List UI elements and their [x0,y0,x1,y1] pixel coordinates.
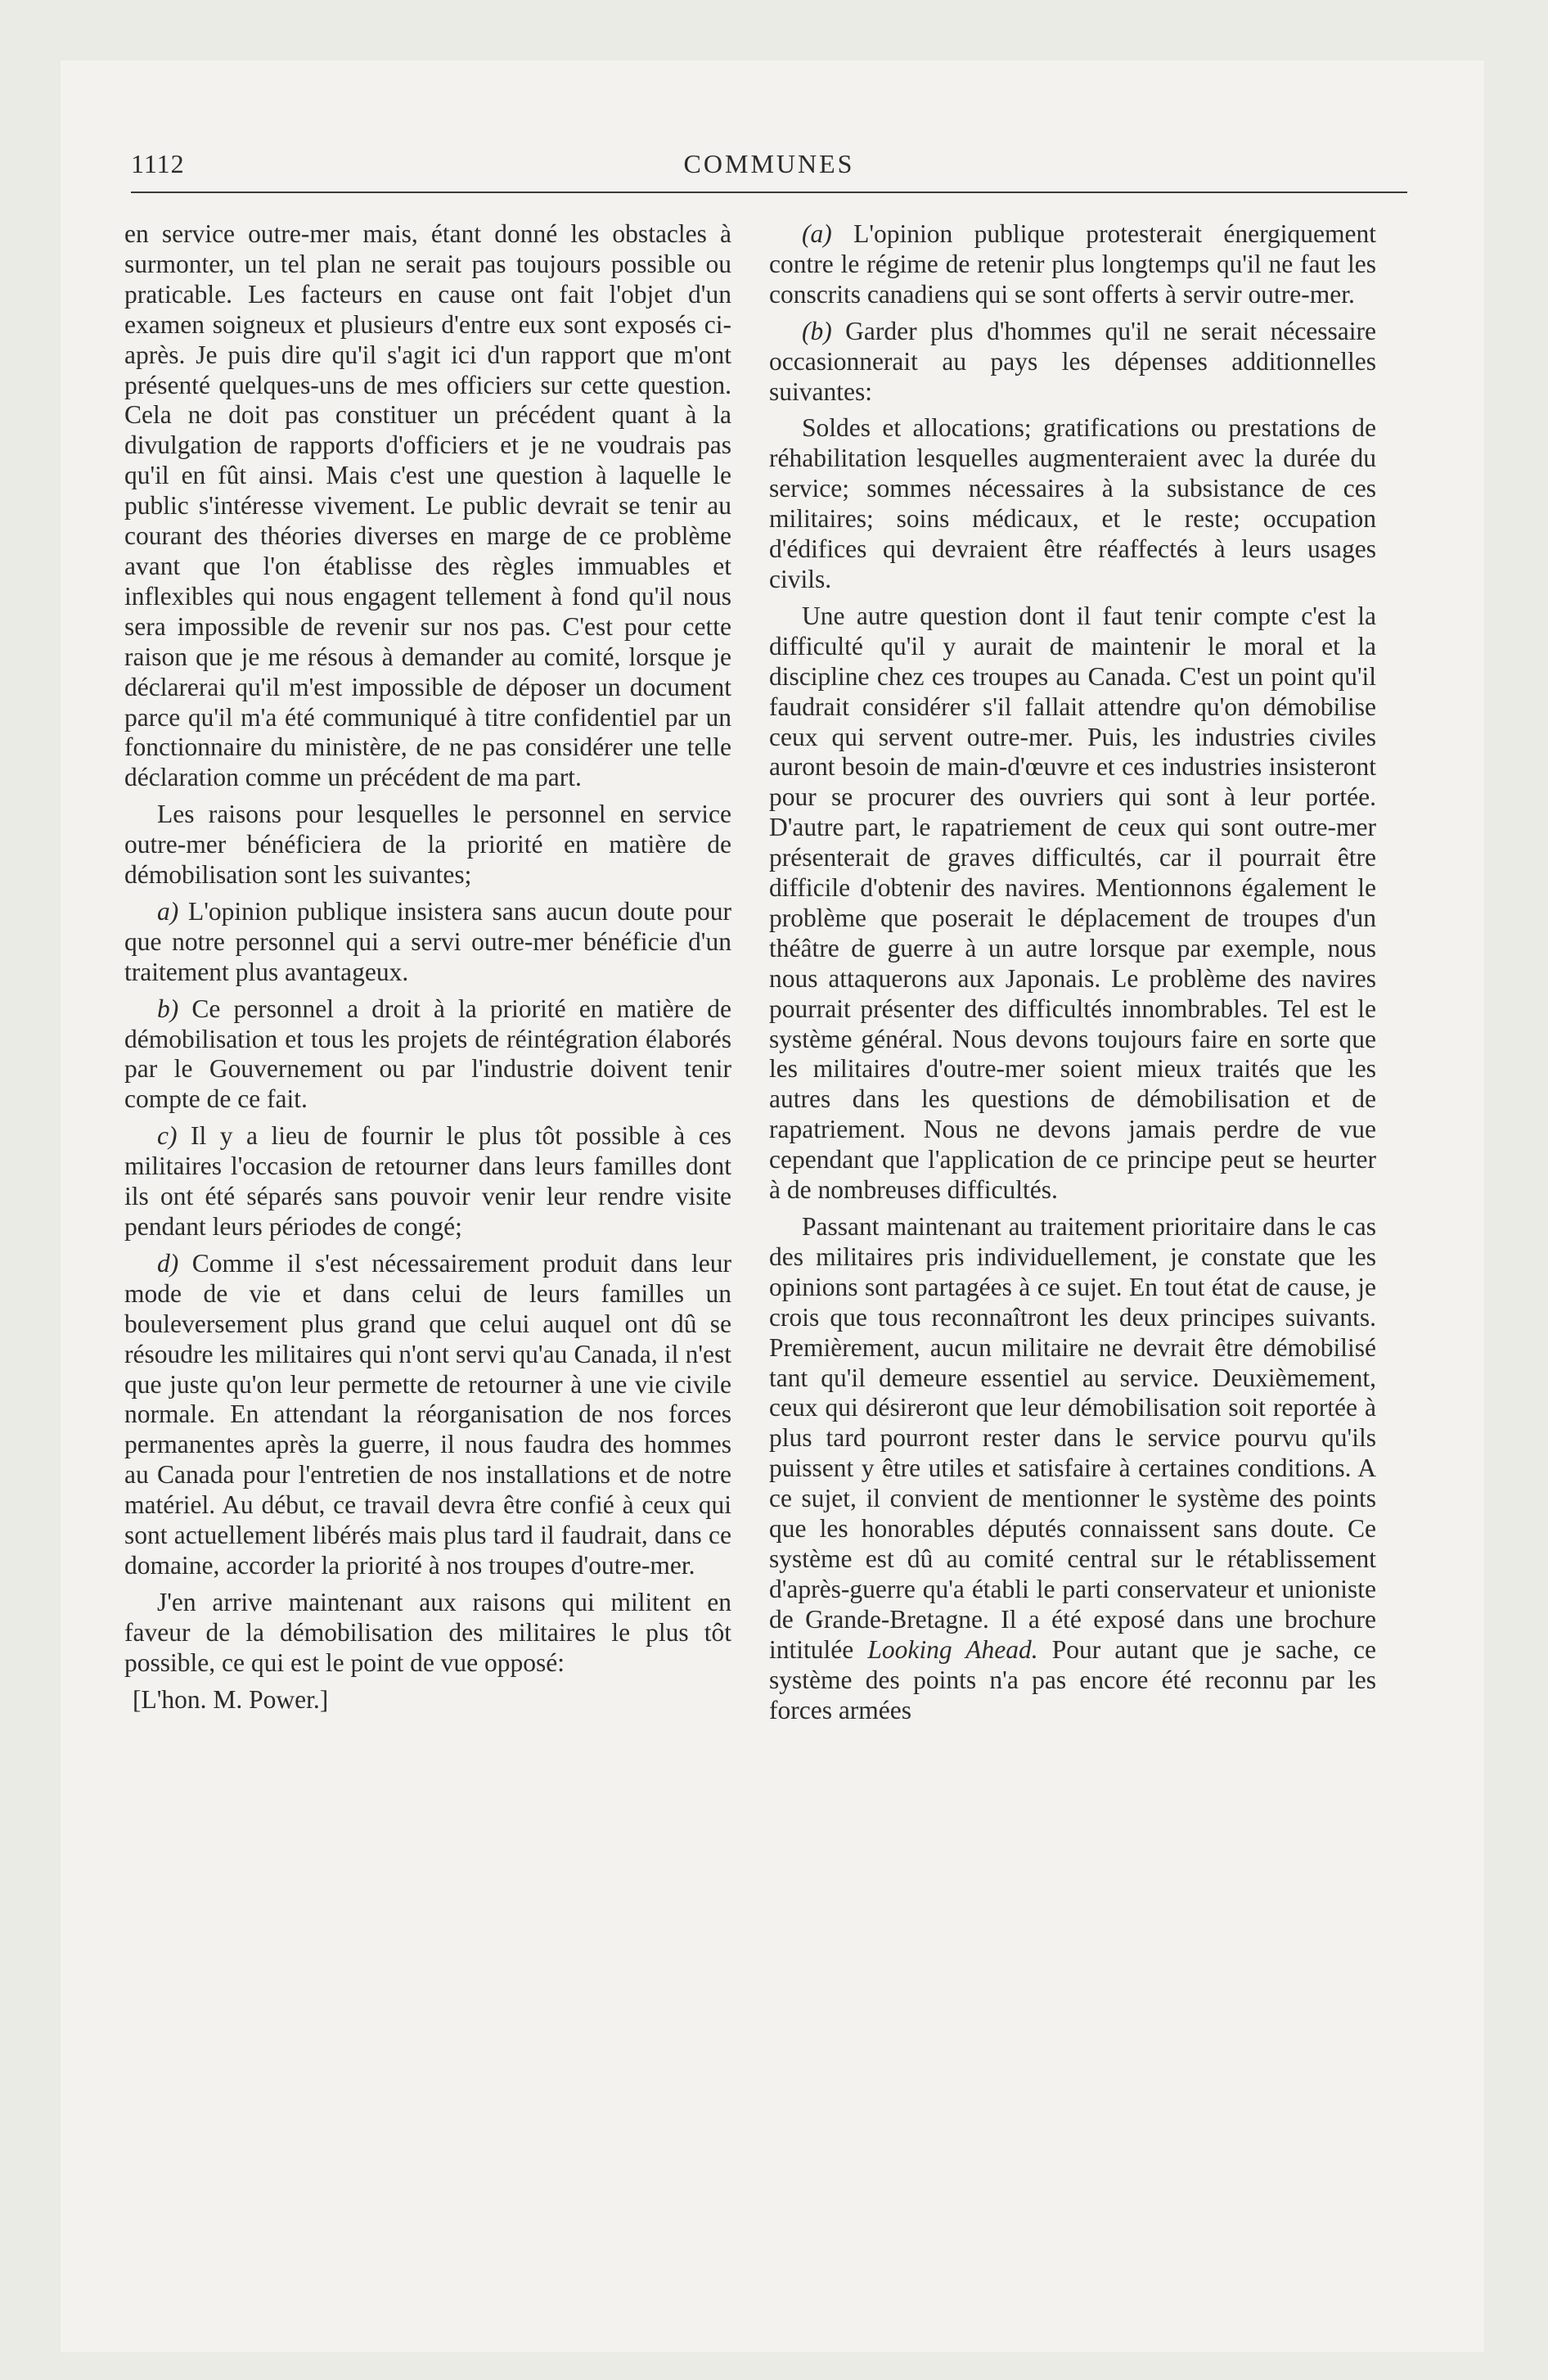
paragraph: J'en arrive maintenant aux raisons qui militent en faveur de la démobilisation des militaires le plus tôt possible, ce qui est le point de vue opposé: [124,1587,731,1677]
list-item-b [124,994,731,1116]
paragraph [769,1212,1376,1725]
left-column [124,219,731,1722]
page-number: 1112 [131,149,185,178]
item-text: L'opinion publique insistera sans aucun doute pour que notre personnel qui a servi outre-mer bénéficie d'un traitement plus avantageux. [124,896,731,986]
item-label: (b) [802,316,832,345]
page-header [131,149,1407,198]
list-item-d [124,1249,731,1581]
speaker-attribution: [L'hon. M. Power.] [133,1684,329,1714]
publication-title: Looking Ahead. [867,1634,1038,1664]
list-item-a [769,219,1376,310]
list-item-c [124,1121,731,1242]
header-rule [131,192,1407,193]
item-text: Garder plus d'hommes qu'il ne serait nécessaire occasionnerait au pays les dépenses additionnelles suivantes: [769,316,1376,406]
paragraph: Les raisons pour lesquelles le personnel en service outre-mer bénéficiera de la priorité en matière de démobilisation sont les suivantes; [124,800,731,890]
item-text: Ce personnel a droit à la priorité en matière de démobilisation et tous les projets de réintégration élaborés par le Gouvernement ou par l'industrie doivent tenir compte de ce fait. [124,994,731,1114]
paragraph-text: Passant maintenant au traitement prioritaire dans le cas des militaires pris individuellement, je constate que les opinions sont partagées à ce sujet. En tout état de cause, je crois que tous reconnaîtront les deux principes suivants. Premièrement, aucun militaire ne devrait être démobilisé tant qu'il demeure essentiel au service. Deuxièmement, ceux qui désireront que leur démobilisation soit reportée à plus tard pourront rester dans le service pourvu qu'ils puissent y être utiles et satisfaire à certaines conditions. A ce sujet, il convient de mentionner le système des points que les honorables députés connaissent sans doute. Ce système est dû au comité central sur le rétablissement d'après-guerre qu'a établi le parti conservateur et unioniste de Grande-Bretagne. Il a été exposé dans une brochure intitulée [769,1212,1376,1664]
item-label: c) [157,1121,178,1151]
item-label: d) [157,1248,179,1278]
list-item-a [124,897,731,988]
item-label: (a) [802,219,832,248]
list-item-b [769,317,1376,408]
right-column [769,219,1376,1732]
item-text: L'opinion publique protesterait énergiquement contre le régime de retenir plus longtemps qu'il ne faut les conscrits canadiens qui se sont offerts à servir outre-mer. [769,219,1376,309]
item-text: Comme il s'est nécessairement produit dans leur mode de vie et dans celui de leurs familles un bouleversement plus grand que celui auquel ont dû se résoudre les militaires qui n'ont servi qu'au Canada, il n'est que juste qu'on leur permette de retourner à une vie civile normale. En attendant la réorganisation de nos forces permanentes après la guerre, il nous faudra des hommes au Canada pour l'entretien de nos installations et de notre matériel. Au début, ce travail devra être confié à ceux qui sont actuellement libérés mais plus tard il faudrait, dans ce domaine, accorder la priorité à nos troupes d'outre-mer. [124,1248,731,1580]
item-text: Il y a lieu de fournir le plus tôt possible à ces militaires l'occasion de retourner dans leurs familles dont ils ont été séparés sans pouvoir venir leur rendre visite pendant leurs périodes de congé; [124,1121,731,1241]
paragraph-text: Pour autant que je sache, ce système des points n'a pas encore été reconnu par les forces armées [769,1634,1376,1724]
paragraph: Soldes et allocations; gratifications ou prestations de réhabilitation lesquelles augmenteraient avec la durée du service; sommes nécessaires à la subsistance de ces militaires; soins médicaux, et le reste; occupation d'édifices qui devraient être réaffectés à leurs usages civils. [769,413,1376,593]
paragraph: Une autre question dont il faut tenir compte c'est la difficulté qu'il y aurait de maintenir le moral et la discipline chez ces troupes au Canada. C'est un point qu'il faudrait considérer s'il fallait attendre qu'on démobilise ceux qui servent outre-mer. Puis, les industries civiles auront besoin de main-d'œuvre et ces industries insisteront pour se procurer des ouvriers qui sont à leur portée. D'autre part, le rapatriement de ceux qui sont outre-mer présenterait de graves difficultés, car il pourrait être difficile d'obtenir des navires. Mentionnons également le problème que poserait le déplacement de troupes d'un théâtre de guerre à un autre lorsque par exemple, nous nous attaquerons aux Japonais. Le problème des navires pourrait présenter des difficultés innombrables. Tel est le système général. Nous devons toujours faire en sorte que les militaires d'outre-mer soient mieux traités que les autres dans les questions de démobilisation et de rapatriement. Nous ne devons jamais perdre de vue cependant que l'application de ce principe peut se heurter à de nombreuses difficultés. [769,601,1376,1205]
item-label: b) [157,994,179,1023]
running-head: COMMUNES [683,149,855,178]
item-label: a) [157,896,179,926]
paragraph: en service outre-mer mais, étant donné les obstacles à surmonter, un tel plan ne serait pas toujours possible ou praticable. Les facteurs en cause ont fait l'objet d'un examen soigneux et plusieurs d'entre eux sont exposés ci-après. Je puis dire qu'il s'agit ici d'un rapport que m'ont présenté quelques-uns de mes officiers sur cette question. Cela ne doit pas constituer un précédent quant à la divulgation de rapports d'officiers et je ne voudrais pas qu'il en fût ainsi. Mais c'est une question à laquelle le public s'intéresse vivement. Le public devrait se tenir au courant des théories diverses en marge de ce problème avant que l'on établisse des règles immuables et inflexibles qui nous engagent tellement à fond qu'il nous sera impossible de revenir sur nos pas. C'est pour cette raison que je me résous à demander au comité, lorsque je déclarerai qu'il m'est impossible de déposer un document parce qu'il m'a été communiqué à titre confidentiel par un fonctionnaire du ministère, de ne pas considérer une telle déclaration comme un précédent de ma part. [124,219,731,792]
